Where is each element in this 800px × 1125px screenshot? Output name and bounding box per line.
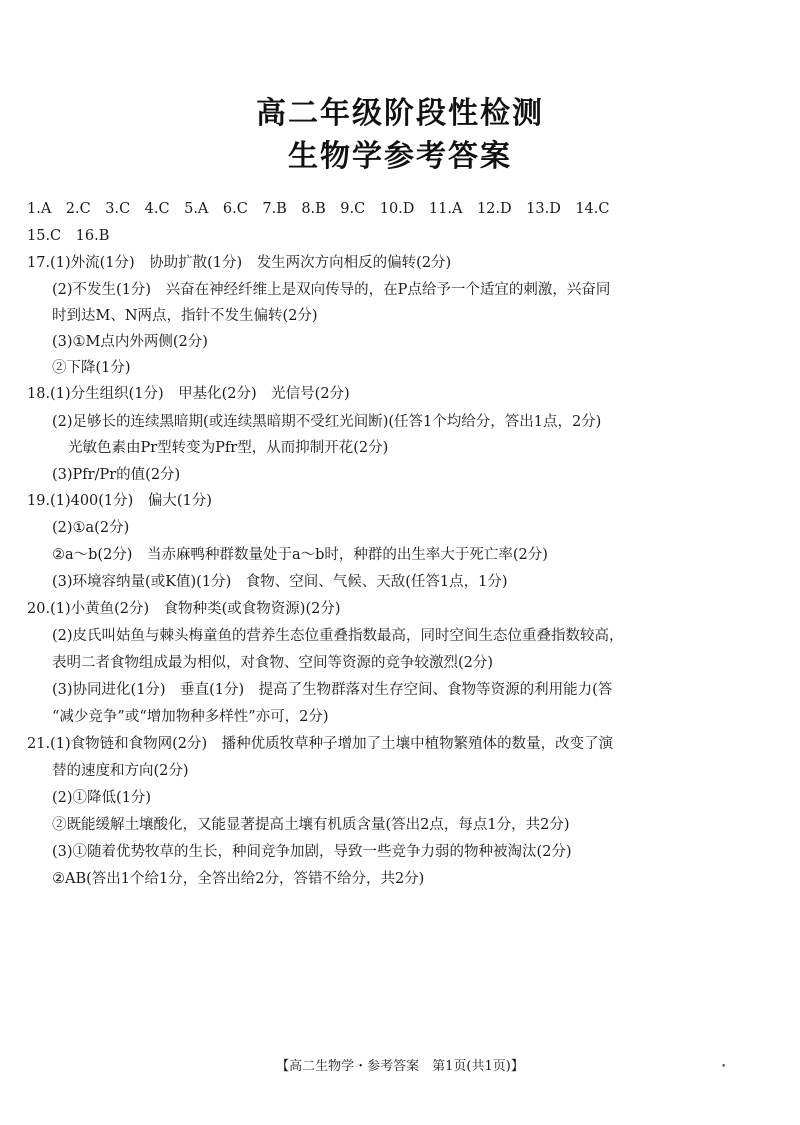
answer-line: 1.A 2.C 3.C 4.C 5.A 6.C 7.B 8.B 9.C 10.D 11.A 12.D 13.D 14.C (27, 201, 610, 217)
answer-line: 19.(1)400(1分) 偏大(1分) (27, 493, 212, 509)
page-title: 高二年级阶段性检测 (256, 96, 544, 131)
answer-line: (3)环境容纳量(或K值)(1分) 食物、空间、气候、天敌(任答1点，1分) (52, 574, 508, 590)
answer-line: (2)①a(2分) (52, 520, 130, 536)
answer-line: ②下降(1分) (52, 360, 131, 376)
answer-line: (2)①降低(1分) (52, 790, 152, 806)
answer-line: 光敏色素由Pr型转变为Pfr型，从而抑制开花(2分) (68, 440, 389, 456)
answer-line: (3)①M点内外两侧(2分) (52, 334, 208, 350)
answer-line: (3)①随着优势牧草的生长，种间竞争加剧，导致一些竞争力弱的物种被淘汰(2分) (52, 844, 572, 860)
answer-line: (2)足够长的连续黑暗期(或连续黑暗期不受红光间断)(任答1个均给分，答出1点，2分) (52, 414, 602, 430)
answer-line: ②既能缓解土壤酸化，又能显著提高土壤有机质含量(答出2点，每点1分，共2分) (52, 817, 570, 833)
answer-line: 15.C 16.B (27, 228, 110, 244)
answer-line: (3)Pfr/Pr的值(2分) (52, 467, 181, 483)
answer-line: (3)协同进化(1分) 垂直(1分) 提高了生物群落对生存空间、食物等资源的利用能力(答 (52, 682, 613, 698)
corner-mark: • (721, 1062, 727, 1072)
answer-line: 18.(1)分生组织(1分) 甲基化(2分) 光信号(2分) (27, 386, 350, 402)
answer-line: 表明二者食物组成最为相似，对食物、空间等资源的竞争较激烈(2分) (52, 655, 494, 671)
answer-line: (2)不发生(1分) 兴奋在神经纤维上是双向传导的，在P点给予一个适宜的刺激，兴奋同 (52, 282, 611, 298)
answer-line: 20.(1)小黄鱼(2分) 食物种类(或食物资源)(2分) (27, 601, 341, 617)
answer-line: 17.(1)外流(1分) 协助扩散(1分) 发生两次方向相反的偏转(2分) (27, 255, 452, 271)
answer-line: 21.(1)食物链和食物网(2分) 播种优质牧草种子增加了土壤中植物繁殖体的数量，改变了演 (27, 736, 614, 752)
answer-line: 替的速度和方向(2分) (52, 763, 189, 779)
page-subtitle: 生物学参考答案 (288, 139, 512, 174)
answer-line: ②AB(答出1个给1分，全答出给2分，答错不给分，共2分) (52, 871, 425, 887)
answer-line: (2)皮氏叫姑鱼与棘头梅童鱼的营养生态位重叠指数最高，同时空间生态位重叠指数较高， (52, 628, 624, 644)
answer-line: 时到达M、N两点，指针不发生偏转(2分) (52, 308, 318, 324)
answer-line: “减少竞争”或“增加物种多样性”亦可，2分) (52, 709, 329, 725)
page-footer: 【高二生物学・参考答案 第1页(共1页)】 (276, 1059, 524, 1074)
answer-line: ②a～b(2分) 当赤麻鸭种群数量处于a～b时，种群的出生率大于死亡率(2分) (52, 547, 548, 563)
